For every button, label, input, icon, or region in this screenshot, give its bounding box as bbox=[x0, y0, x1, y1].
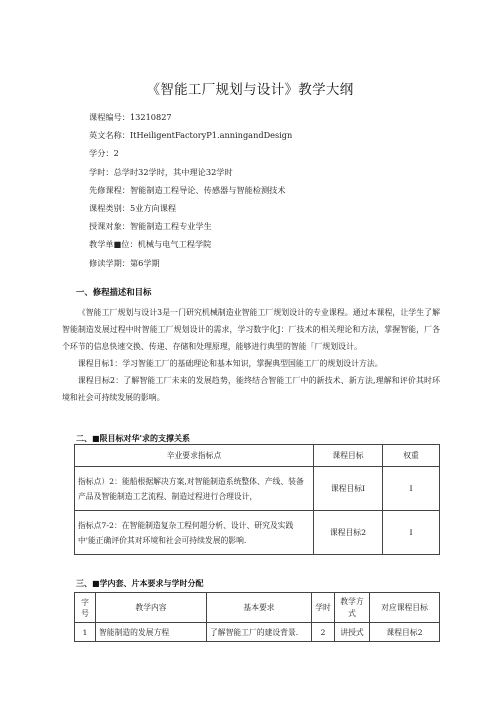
table-header-cell: 辛业要求指标点 bbox=[75, 445, 314, 467]
course-info-block bbox=[89, 108, 292, 272]
table-header-row bbox=[75, 445, 440, 467]
table-cell: 指标点）2：能船根据解决方案,对智能制造系统整体、产线、装备产品及智能制造工艺流程、制造过程进行合理设计， bbox=[75, 467, 314, 511]
document-title: 《智能工厂规划与设计》教学大纲 bbox=[146, 82, 354, 98]
course-code: 课程编号：13210827 bbox=[89, 112, 172, 122]
table-header-row bbox=[75, 593, 440, 623]
table-header-cell: 字号 bbox=[75, 593, 96, 623]
course-category: 课程类别：5业方向课程 bbox=[89, 203, 177, 214]
section-3-heading: 三、■学内套、片本要求与学时分配 bbox=[76, 579, 204, 588]
table-header-cell: 基本要求 bbox=[207, 593, 312, 623]
objective-support-table bbox=[74, 444, 440, 555]
table-row bbox=[75, 623, 440, 642]
table-cell: 了解智能工厂的建设背景. bbox=[207, 623, 312, 642]
table-header-cell: 课程目标 bbox=[314, 445, 383, 467]
class-hours: 学时：总学时32学时，其中理论32学时 bbox=[89, 166, 233, 177]
table-cell: I bbox=[383, 511, 440, 555]
semester: 修读学期：第6学期 bbox=[89, 257, 160, 268]
table-cell: 讲授式 bbox=[335, 623, 370, 642]
course-objective-2: 课程目标2：了解智能工厂未来的发展趋势，能终结合智能工厂中的新技术、新方法,理解和评价其时环境和社会可持续发展的影响。 bbox=[62, 376, 440, 402]
table-cell: 智能制造的发展方程 bbox=[96, 623, 207, 642]
table-cell: 1 bbox=[75, 623, 96, 642]
table-row bbox=[75, 511, 440, 555]
table-cell: I bbox=[383, 467, 440, 511]
table-cell: 指标点7-2：在智能制造复杂工程何超分析、设计、研究及实践中'能正确评价其对环境和社会可持续发展的影响. bbox=[75, 511, 314, 555]
table-cell: 2 bbox=[312, 623, 335, 642]
table-cell: 课程目标2 bbox=[370, 623, 440, 642]
section-1-heading: 一、修程描述和目标 bbox=[76, 287, 152, 297]
section-2-heading: 二、■限目标对华'求的支撑关系 bbox=[76, 434, 191, 443]
table-cell: 课程目标2 bbox=[314, 511, 383, 555]
course-objective-1: 课程目标1：学习智能工厂的基础理论和基本知识，掌握典型国能工厂的规划设计方法。 bbox=[77, 359, 383, 368]
english-name: 英文名称：ItHeiligentFactoryP1.anningandDesign bbox=[89, 130, 293, 141]
table-header-cell: 对应课程目标 bbox=[370, 593, 440, 623]
table-header-cell: 教学方式 bbox=[335, 593, 370, 623]
teaching-unit: 教学单■位：机械与电气工程学院 bbox=[89, 239, 212, 250]
table-header-cell: 权重 bbox=[383, 445, 440, 467]
table-header-cell: 学时 bbox=[312, 593, 335, 623]
target-students: 授课对象：智能制造工程专业学生 bbox=[89, 221, 212, 232]
table-header-cell: 教学内容 bbox=[96, 593, 207, 623]
course-description: 《智能工厂规划与设计3是一门研究机械制造业智能工厂规划设计的专业课程。通过本课程，让学生了解智能制造发展过程中时智能工厂规划设计的需求，学习数字化J：厂技术的相关理论和方法，掌握智能，厂各个环节的信息快速交换、传递、存储和处理原理，能够进行典型的智能「厂规划设计。 bbox=[62, 308, 440, 351]
teaching-content-table bbox=[74, 592, 440, 642]
table-cell: 课程目标I bbox=[314, 467, 383, 511]
credits: 学分：2 bbox=[89, 148, 119, 159]
prerequisites: 先修课程：智能制造工程导论、传感器与智能检测技术 bbox=[89, 184, 286, 195]
table-row bbox=[75, 467, 440, 511]
section-1-body bbox=[62, 304, 440, 406]
